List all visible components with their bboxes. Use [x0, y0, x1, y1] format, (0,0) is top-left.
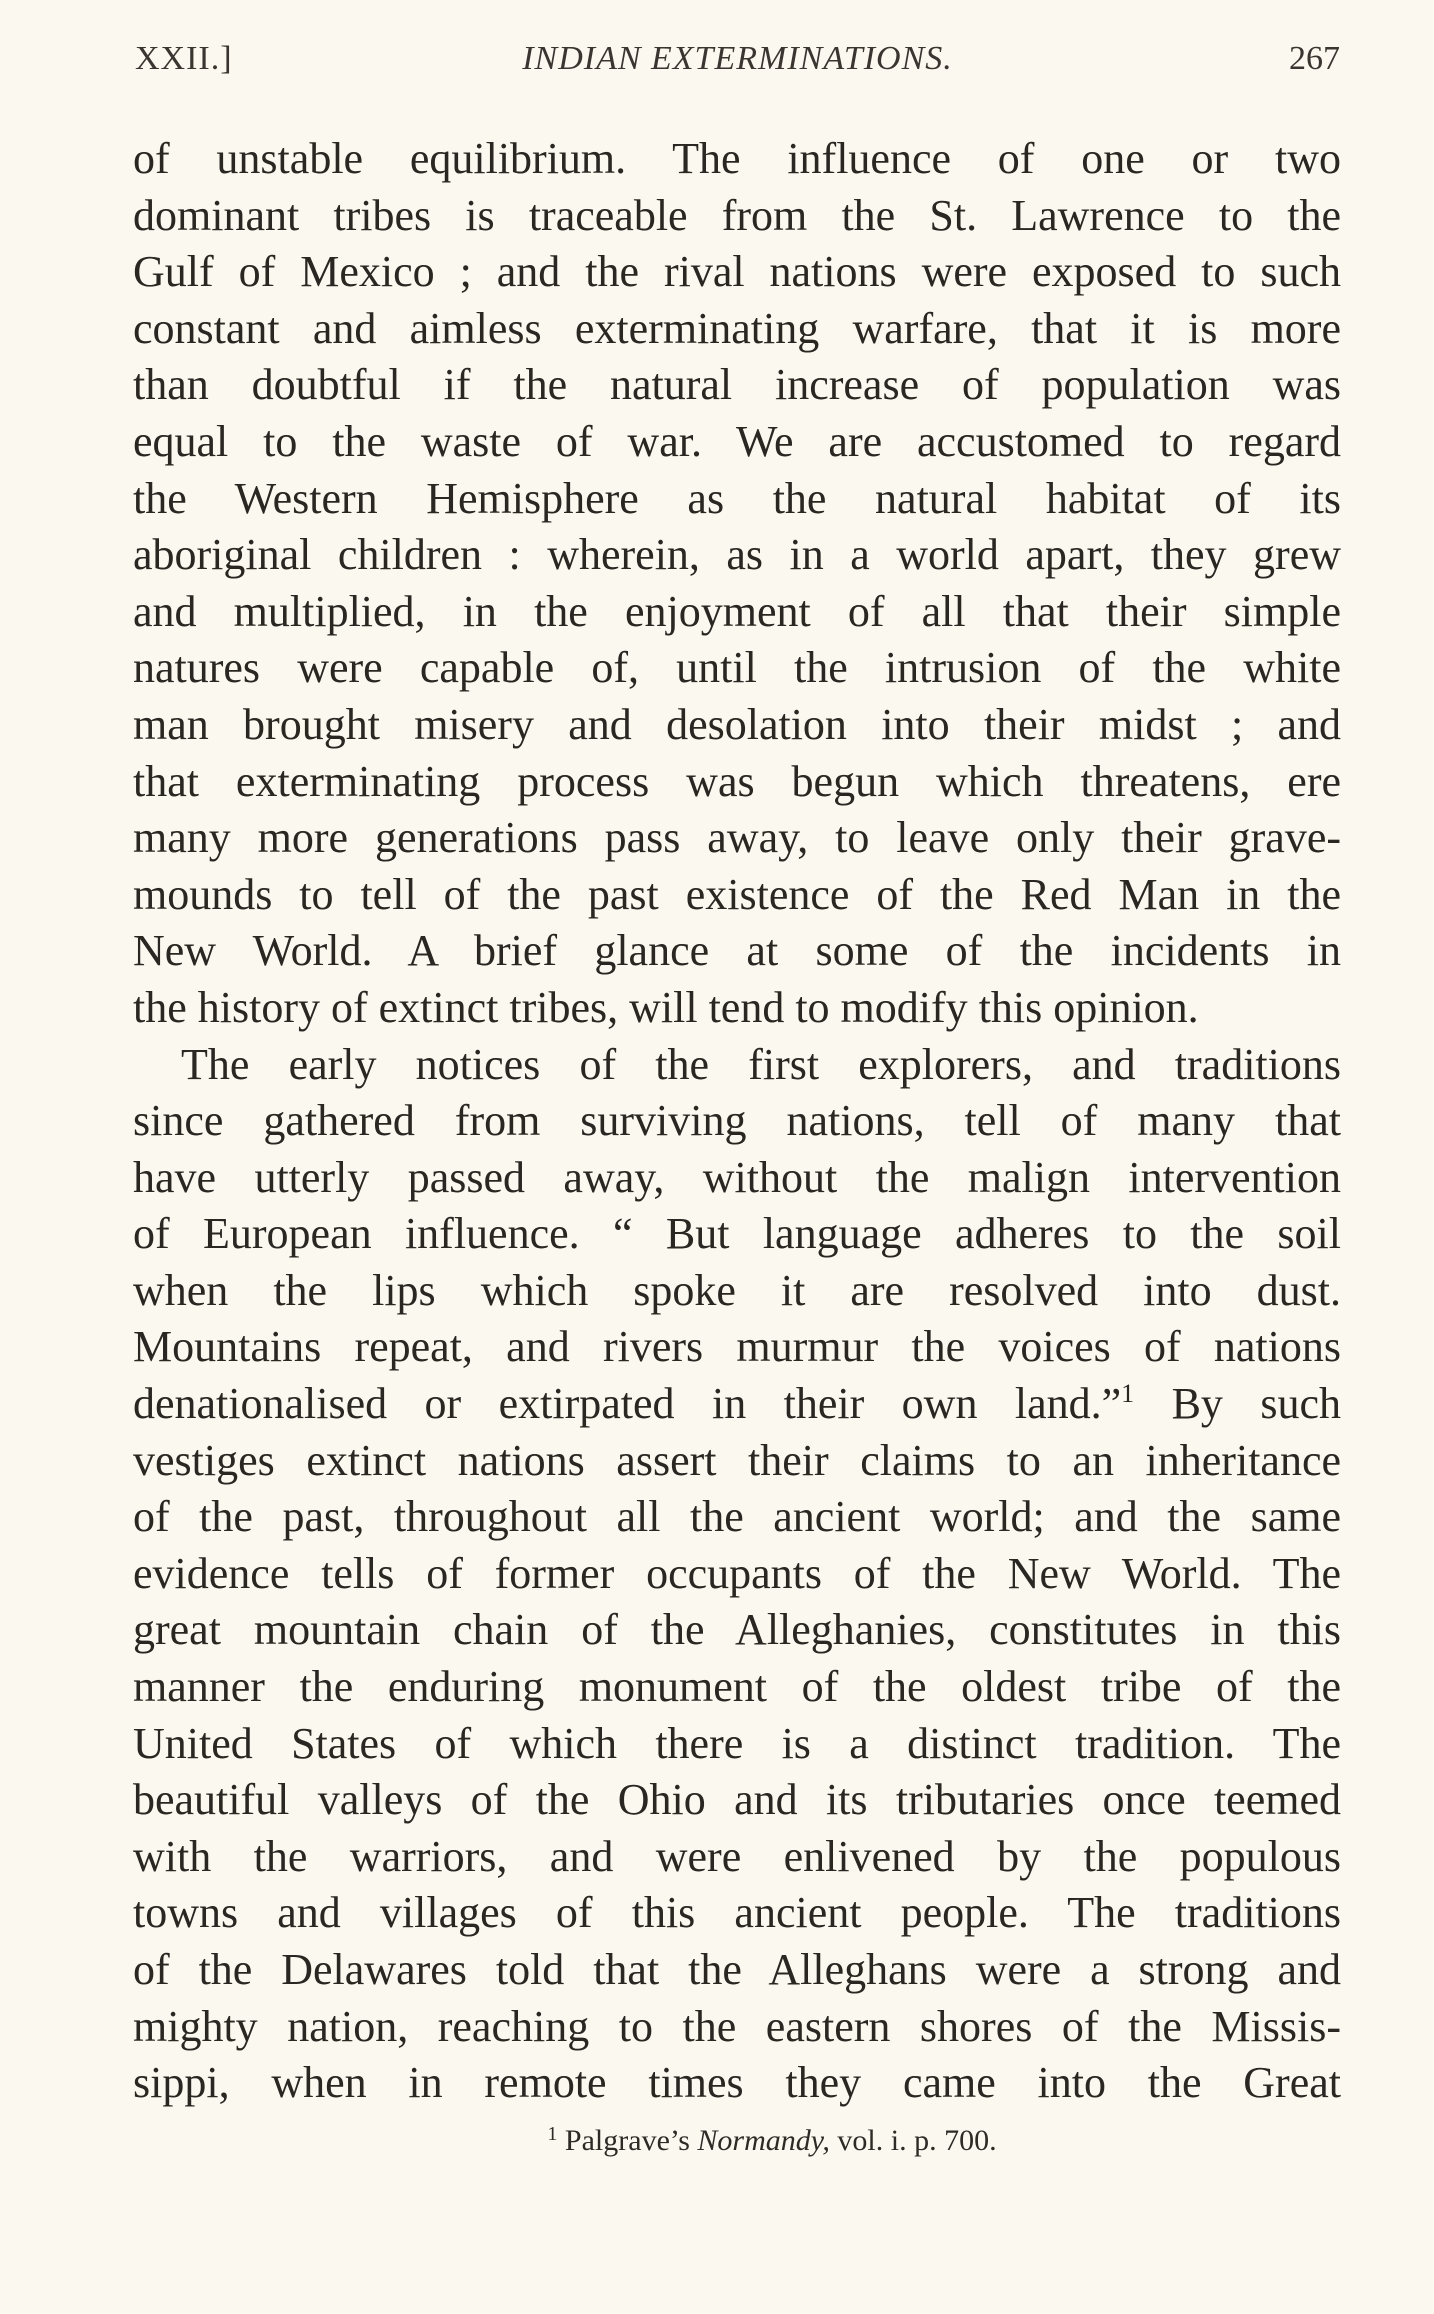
- text-line: with the warriors, and were enlivened by the populous: [133, 1831, 1341, 1881]
- text-line: have utterly passed away, without the malign intervention: [133, 1152, 1341, 1202]
- text-line: manner the enduring monument of the oldest tribe of the: [133, 1662, 1341, 1712]
- text-line: than doubtful if the natural increase of population was: [133, 360, 1341, 410]
- text-line: sippi, when in remote times they came into the Great: [133, 2058, 1341, 2108]
- running-title: INDIAN EXTERMINATIONS.: [522, 40, 953, 77]
- footnote-author: Palgrave’s: [564, 2124, 690, 2157]
- footnote-work-title: Normandy,: [697, 2124, 830, 2157]
- paragraph-start-line: The early notices of the first explorers, and traditions: [181, 1039, 1341, 1089]
- text-line: beautiful valleys of the Ohio and its tributaries once teemed: [133, 1775, 1341, 1825]
- text-line: of the Delawares told that the Alleghans were a strong and: [133, 1945, 1341, 1994]
- chapter-number: XXII.]: [135, 40, 233, 77]
- footnote-reference: 1: [1121, 1379, 1135, 1409]
- text-line: Mountains repeat, and rivers murmur the voices of nations: [133, 1322, 1341, 1372]
- paragraph-end-line: the history of extinct tribes, will tend to modify this opinion.: [133, 982, 1199, 1032]
- text-line: equal to the waste of war. We are accustomed to regard: [133, 416, 1341, 466]
- text-line: evidence tells of former occupants of the New World. The: [133, 1548, 1341, 1598]
- line-text-continued: By such: [1171, 1379, 1341, 1429]
- text-line: Gulf of Mexico ; and the rival nations were exposed to such: [133, 247, 1341, 297]
- text-line: mounds to tell of the past existence of the Red Man in the: [133, 869, 1341, 919]
- text-line: many more generations pass away, to leave only their grave-: [133, 813, 1341, 863]
- footnote-citation: vol. i. p. 700.: [837, 2124, 997, 2157]
- text-line: of European influence. “ But language adheres to the soil: [133, 1209, 1341, 1259]
- text-line: of the past, throughout all the ancient world; and the same: [133, 1492, 1341, 1542]
- text-line: since gathered from surviving nations, tell of many that: [133, 1096, 1341, 1146]
- text-line: the Western Hemisphere as the natural habitat of its: [133, 473, 1341, 523]
- text-line: United States of which there is a distinct tradition. The: [133, 1718, 1341, 1768]
- running-header: [135, 40, 1340, 90]
- text-line: natures were capable of, until the intrusion of the white: [133, 643, 1341, 693]
- text-line: mighty nation, reaching to the eastern shores of the Missis-: [133, 2001, 1341, 2051]
- footnote-marker: 1: [547, 2123, 558, 2145]
- line-text: denationalised or extirpated in their own land.”: [133, 1379, 1122, 1429]
- text-line: towns and villages of this ancient people. The traditions: [133, 1888, 1341, 1938]
- text-line: of unstable equilibrium. The influence of one or two: [133, 134, 1341, 183]
- text-line: New World. A brief glance at some of the incidents in: [133, 926, 1341, 976]
- text-line: great mountain chain of the Alleghanies, constitutes in this: [133, 1605, 1341, 1655]
- text-line: when the lips which spoke it are resolved into dust.: [133, 1265, 1341, 1315]
- body-text: [133, 131, 1341, 2112]
- text-line: that exterminating process was begun which threatens, ere: [133, 756, 1341, 806]
- text-line: constant and aimless exterminating warfare, that it is more: [133, 303, 1341, 353]
- text-line: dominant tribes is traceable from the St. Lawrence to the: [133, 190, 1341, 240]
- footnote: [0, 2124, 1434, 2158]
- text-line: aboriginal children : wherein, as in a world apart, they grew: [133, 530, 1341, 580]
- text-line: vestiges extinct nations assert their claims to an inheritance: [133, 1435, 1341, 1485]
- text-line: and multiplied, in the enjoyment of all that their simple: [133, 586, 1341, 636]
- page-number: 267: [1289, 40, 1340, 77]
- text-line-with-footnote: [133, 1376, 1341, 1433]
- text-line: man brought misery and desolation into their midst ; and: [133, 699, 1341, 749]
